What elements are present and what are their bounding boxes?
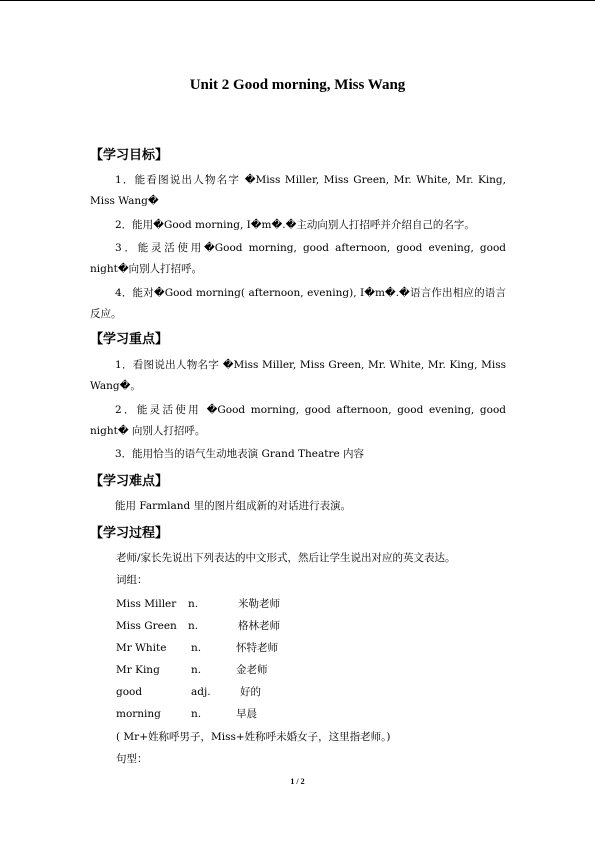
vocab-row	[116, 594, 416, 614]
vocab-word: morning	[116, 708, 161, 720]
vocab-meaning: 米勒老师	[238, 598, 280, 610]
process-intro: 老师/家长先说出下列表达的中文形式，然后让学生说出对应的英文表达。	[116, 552, 456, 564]
objective-item-3: 3．能灵活使用�Good morning, good afternoon, good evening, good night�向别人打招呼。	[90, 242, 506, 275]
vocab-word: Miss Green	[116, 620, 177, 632]
vocab-row	[116, 660, 416, 680]
vocab-meaning: 金老师	[236, 664, 268, 676]
vocab-pos: n.	[191, 708, 202, 720]
vocab-meaning: 早晨	[236, 708, 257, 720]
keypoint-item-1: 1．看图说出人物名字 �Miss Miller, Miss Green, Mr. White, Mr. King, Miss Wang�。	[90, 359, 506, 392]
vocab-word: Mr White	[116, 642, 167, 654]
vocab-word: good	[116, 686, 143, 698]
keypoint-item-2: 2．能灵活使用 �Good morning, good afternoon, good evening, good night� 向别人打招呼。	[90, 404, 506, 437]
objective-item-1: 1．能看图说出人物名字 �Miss Miller, Miss Green, Mr. White, Mr. King, Miss Wang�	[90, 174, 506, 207]
vocab-meaning: 怀特老师	[236, 642, 278, 654]
vocab-row	[116, 704, 416, 724]
difficulty-item-1: 能用 Farmland 里的图片组成新的对话进行表演。	[115, 500, 352, 512]
heading-keypoints: 【学习重点】	[90, 332, 169, 347]
vocab-pos: n.	[188, 620, 199, 632]
objective-item-2: 2．能用�Good morning, I�m�.�主动向别人打招呼并介绍自己的名字。	[115, 219, 475, 231]
keypoint-item-3: 3．能用恰当的语气生动地表演 Grand Theatre 内容	[115, 448, 365, 460]
vocab-row	[116, 682, 416, 702]
phrases-label: 词组：	[116, 574, 148, 586]
heading-difficulties: 【学习难点】	[90, 474, 169, 489]
heading-process: 【学习过程】	[90, 526, 169, 541]
document-title: Unit 2 Good morning, Miss Wang	[189, 77, 406, 93]
vocab-word: Miss Miller	[116, 598, 177, 610]
heading-objectives: 【学习目标】	[90, 148, 169, 163]
vocab-meaning: 格林老师	[238, 620, 280, 632]
vocab-pos: adj.	[191, 686, 211, 698]
vocab-row	[116, 638, 416, 658]
vocab-word: Mr King	[116, 664, 160, 676]
vocab-meaning: 好的	[240, 686, 261, 698]
vocab-row	[116, 616, 416, 636]
vocab-pos: n.	[191, 664, 202, 676]
objective-item-4: 4．能对�Good morning( afternoon, evening), I�m�.�语言作出相应的语言反应。	[90, 287, 506, 320]
top-rule	[0, 0, 595, 1]
sentences-label: 句型：	[116, 753, 148, 765]
vocab-pos: n.	[188, 598, 199, 610]
vocab-pos: n.	[191, 642, 202, 654]
vocab-note: ( Mr+姓称呼男子，Miss+姓称呼未婚女子，这里指老师。)	[116, 731, 391, 743]
page-number: 1 / 2	[290, 777, 305, 786]
